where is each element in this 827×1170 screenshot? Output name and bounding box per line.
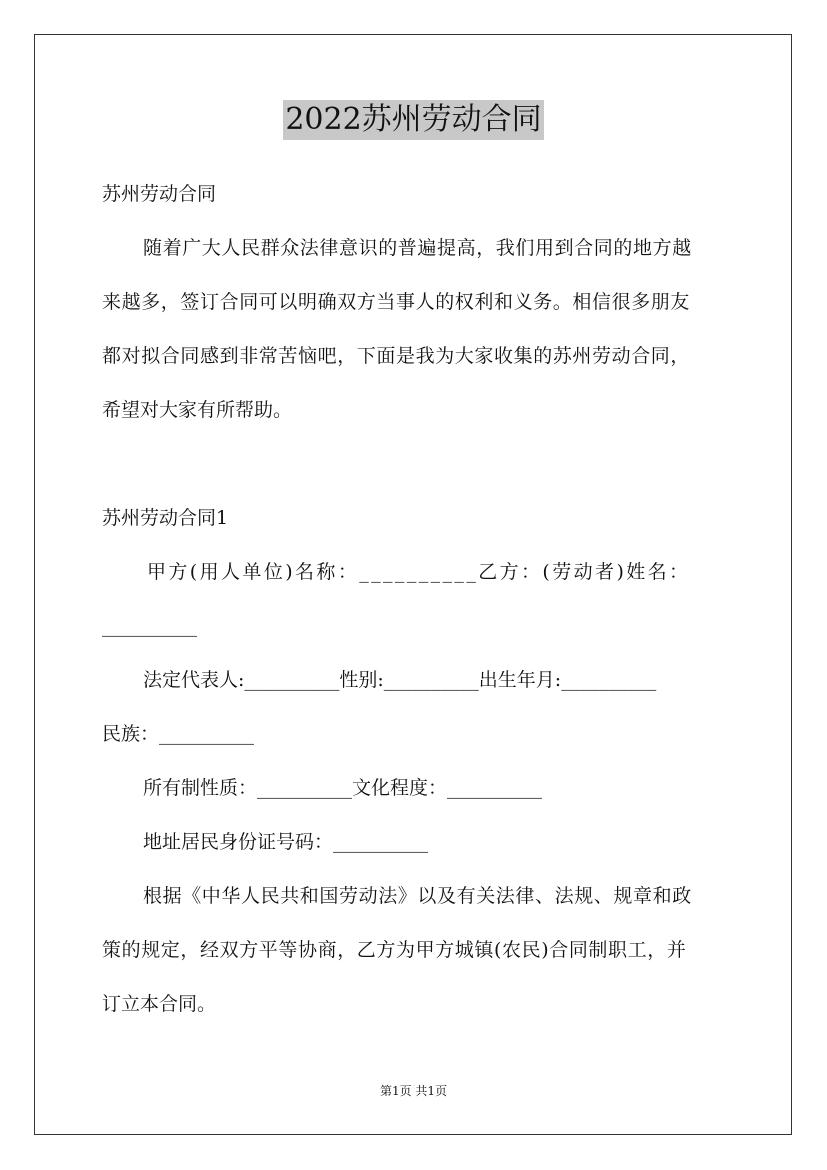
document-subtitle: 苏州劳动合同 bbox=[102, 183, 217, 205]
field-employer-name: 甲方(用人单位)名称：__________乙方：(劳动者)姓名： bbox=[147, 561, 691, 583]
intro-line-4: 希望对大家有所帮助。 bbox=[102, 399, 293, 421]
intro-line-3: 都对拟合同感到非常苦恼吧，下面是我为大家收集的苏州劳动合同， bbox=[102, 345, 691, 367]
title-container bbox=[0, 100, 827, 140]
field-ethnicity: 民族：__________ bbox=[102, 723, 255, 745]
body-line-1: 根据《中华人民共和国劳动法》以及有关法律、法规、规章和政 bbox=[143, 885, 692, 907]
field-employee-name-blank: __________ bbox=[102, 615, 197, 637]
body-line-2: 策的规定，经双方平等协商，乙方为甲方城镇(农民)合同制职工，并 bbox=[102, 939, 687, 961]
document-title: 2022苏州劳动合同 bbox=[283, 100, 543, 140]
field-legal-rep: 法定代表人:__________性别:__________出生年月:__________ bbox=[143, 669, 657, 691]
field-address-id: 地址居民身份证号码：__________ bbox=[143, 831, 429, 853]
page-footer: 第1页 共1页 bbox=[379, 1084, 448, 1098]
intro-line-2: 来越多，签订合同可以明确双方当事人的权利和义务。相信很多朋友 bbox=[102, 291, 691, 313]
intro-line-1: 随着广大人民群众法律意识的普遍提高，我们用到合同的地方越 bbox=[143, 237, 692, 259]
field-ownership: 所有制性质：__________文化程度：__________ bbox=[143, 777, 543, 799]
section-title: 苏州劳动合同1 bbox=[102, 507, 229, 529]
body-line-3: 订立本合同。 bbox=[102, 993, 217, 1015]
